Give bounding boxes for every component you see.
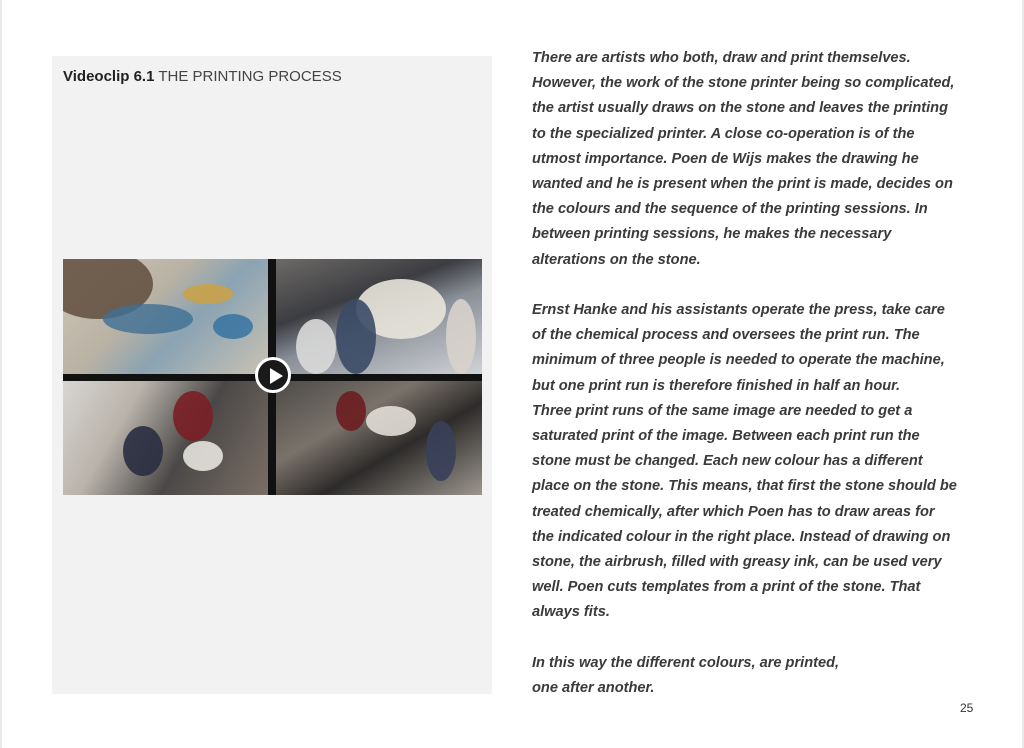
thumbnail-tile-ink-stone [63, 259, 268, 374]
thumbnail-tile-printer [63, 381, 268, 495]
thumbnail-tile-machine [276, 381, 482, 495]
video-title: THE PRINTING PROCESS [158, 68, 342, 85]
paragraph-line: always fits. [532, 604, 610, 621]
paragraph-line: alterations on the stone. [532, 251, 701, 268]
paragraph-line: saturated print of the image. Between each print run the [532, 428, 920, 445]
paragraph-line: place on the stone. This means, that first the stone should be [532, 478, 957, 495]
body-text [532, 46, 982, 701]
paragraph-gap [532, 273, 982, 298]
paragraph-line: Three print runs of the same image are needed to get a [532, 402, 913, 419]
play-button[interactable] [255, 357, 291, 393]
video-panel [52, 56, 492, 694]
paragraph-line: utmost importance. Poen de Wijs makes the drawing he [532, 150, 919, 167]
paragraph-line: one after another. [532, 680, 655, 697]
page [2, 0, 1022, 748]
video-caption [63, 68, 342, 85]
paragraph-line: to the specialized printer. A close co-operation is of the [532, 125, 915, 142]
paragraph-line: the artist usually draws on the stone and leaves the printing [532, 100, 949, 117]
video-thumbnail[interactable] [63, 259, 482, 495]
paragraph-gap [532, 626, 982, 651]
paragraph-line: but one print run is therefore finished in half an hour. [532, 377, 901, 394]
paragraph-line: between printing sessions, he makes the necessary [532, 226, 892, 243]
page-number: 25 [960, 701, 974, 715]
paragraph-line: wanted and he is present when the print is made, decides on [532, 176, 953, 193]
paragraph-line: of the chemical process and oversees the print run. The [532, 327, 920, 344]
video-label: Videoclip 6.1 [63, 68, 155, 85]
paragraph-line: treated chemically, after which Poen has to draw areas for [532, 503, 935, 520]
paragraph-line: well. Poen cuts templates from a print of the stone. That [532, 579, 921, 596]
paragraph-line: Ernst Hanke and his assistants operate the press, take care [532, 302, 945, 319]
paragraph-line: There are artists who both, draw and print themselves. [532, 50, 911, 66]
play-icon [270, 368, 283, 384]
paragraph-line: stone, the airbrush, filled with greasy ink, can be used very [532, 554, 942, 571]
paragraph-line: However, the work of the stone printer being so complicated, [532, 75, 955, 92]
paragraph-line: stone must be changed. Each new colour has a different [532, 453, 923, 470]
paragraph-line: the indicated colour in the right place. Instead of drawing on [532, 528, 951, 545]
thumbnail-tile-press-room [276, 259, 482, 374]
paragraph-line: minimum of three people is needed to operate the machine, [532, 352, 945, 369]
paragraph-line: In this way the different colours, are printed, [532, 654, 840, 671]
paragraph-line: the colours and the sequence of the printing sessions. In [532, 201, 928, 218]
